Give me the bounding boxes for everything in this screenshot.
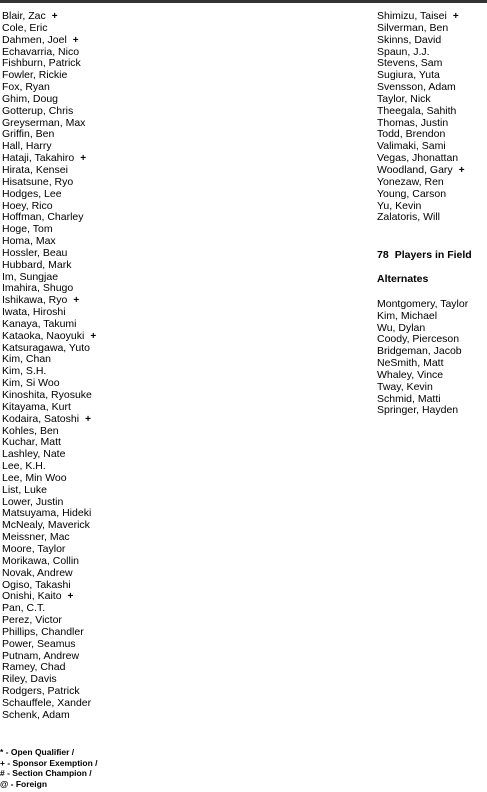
player-name: Stevens, Sam (377, 57, 443, 70)
player-name: Sugiura, Yuta (377, 69, 440, 82)
player-row (377, 212, 485, 224)
alternate-name: NeSmith, Matt (377, 357, 444, 370)
player-name: Young, Carson (377, 187, 447, 200)
player-name: Echavarria, Nico (2, 45, 80, 58)
player-name: Perez, Victor (2, 614, 62, 627)
player-name: Hoge, Tom (2, 223, 53, 236)
sponsor-exemption-mark: + (51, 11, 58, 22)
player-name: Ghim, Doug (2, 92, 59, 105)
sponsor-exemption-mark: + (67, 591, 74, 603)
player-name: Theegala, Sahith (377, 104, 457, 117)
player-name: Im, Sungjae (2, 270, 59, 283)
player-name: Fowler, Rickie (2, 69, 68, 82)
player-name: Yu, Kevin (377, 199, 422, 212)
legend-line: @ - Foreign (0, 779, 48, 790)
player-name: Meissner, Mac (2, 531, 70, 544)
alternate-name: Wu, Dylan (377, 321, 426, 334)
player-name: Shimizu, Taisei (377, 10, 447, 22)
player-name: Kim, Si Woo (2, 377, 60, 390)
player-name: Greyserman, Max (2, 116, 86, 129)
sponsor-exemption-mark: + (452, 11, 459, 22)
player-name: Fishburn, Patrick (2, 57, 81, 70)
player-name: Power, Seamus (2, 637, 76, 650)
player-name: Kim, Chan (2, 353, 52, 366)
sponsor-exemption-mark: + (85, 413, 91, 425)
top-rule (0, 0, 487, 3)
player-name: Pan, C.T. (2, 602, 46, 615)
alternate-name: Montgomery, Taylor (377, 297, 469, 310)
player-name: Matsuyama, Hideki (2, 507, 92, 520)
player-name: Hoffman, Charley (2, 211, 84, 224)
player-name: Hall, Harry (2, 140, 52, 153)
player-name: Valimaki, Sami (377, 140, 446, 153)
player-name: Lee, K.H. (2, 460, 46, 473)
player-name: Imahira, Shugo (2, 282, 74, 295)
player-name: Schauffele, Xander (2, 696, 92, 709)
player-name: Dahmen, Joel (2, 33, 67, 46)
player-name: Novak, Andrew (2, 566, 73, 579)
alternates-heading: Alternates (377, 273, 429, 286)
player-name: Ramey, Chad (2, 661, 66, 674)
player-name: Kinoshita, Ryosuke (2, 389, 92, 401)
sponsor-exemption-mark: + (458, 164, 465, 176)
player-name: Lashley, Nate (2, 448, 66, 461)
player-name: Onishi, Kaito (2, 590, 62, 603)
player-name: Ogiso, Takashi (2, 578, 71, 591)
player-name: Kitayama, Kurt (2, 400, 71, 413)
player-name: Hoey, Rico (2, 199, 53, 212)
player-name: Riley, Davis (2, 673, 57, 686)
player-name: Blair, Zac (2, 10, 46, 22)
player-name: Moore, Taylor (2, 542, 66, 555)
legend (0, 747, 98, 790)
player-name: Phillips, Chandler (2, 625, 84, 638)
alternate-name: Schmid, Matti (377, 392, 441, 405)
player-list-right-column (377, 11, 485, 224)
player-name: Gotterup, Chris (2, 104, 74, 117)
player-name: Fox, Ryan (2, 81, 50, 94)
player-list-left-column (2, 11, 202, 722)
alternates-list (377, 299, 485, 417)
legend-line: + - Sponsor Exemption / (0, 757, 98, 768)
player-name: Kataoka, Naoyuki (2, 329, 85, 342)
player-name: Hubbard, Mark (2, 258, 72, 271)
player-name: Taylor, Nick (377, 92, 431, 105)
player-name: Hataji, Takahiro (2, 152, 75, 165)
player-name: Silverman, Ben (377, 21, 449, 34)
player-name: Iwata, Hiroshi (2, 306, 66, 319)
player-name: Svensson, Adam (377, 81, 456, 94)
player-name: Skinns, David (377, 33, 442, 46)
player-name: Kanaya, Takumi (2, 317, 77, 330)
sponsor-exemption-mark: + (72, 34, 79, 46)
player-name: List, Luke (2, 483, 47, 496)
alternate-name: Bridgeman, Jacob (377, 345, 462, 358)
sponsor-exemption-mark: + (90, 330, 97, 342)
player-name: Kohles, Ben (2, 424, 59, 437)
player-name: Hossler, Beau (2, 246, 68, 259)
player-name: Schenk, Adam (2, 708, 70, 721)
sponsor-exemption-mark: + (73, 295, 80, 307)
player-name: Zalatoris, Will (377, 211, 441, 224)
player-name: Thomas, Justin (377, 116, 449, 129)
player-name: Spaun, J.J. (377, 45, 430, 58)
player-name: Ishikawa, Ryo (2, 294, 68, 307)
player-name: Todd, Brendon (377, 128, 446, 141)
legend-line: * - Open Qualifier / (0, 747, 75, 757)
player-name: Hisatsune, Ryo (2, 175, 74, 188)
alternate-name: Coody, Pierceson (377, 333, 460, 346)
player-name: Lower, Justin (2, 495, 64, 508)
player-name: Kodaira, Satoshi (2, 412, 80, 425)
legend-line: # - Section Champion / (0, 768, 92, 779)
player-name: Hirata, Kensei (2, 163, 68, 176)
player-name: Cole, Eric (2, 21, 48, 34)
player-name: Yonezaw, Ren (377, 175, 444, 188)
player-name: Hodges, Lee (2, 187, 62, 200)
player-name: Kuchar, Matt (2, 436, 61, 449)
player-name: Lee, Min Woo (2, 471, 67, 484)
players-in-field-summary (377, 250, 485, 262)
players-in-field-count: 78 (377, 249, 389, 262)
player-name: Griffin, Ben (2, 128, 55, 141)
player-name: Rodgers, Patrick (2, 685, 80, 698)
alternate-name: Springer, Hayden (377, 404, 459, 417)
player-name: Woodland, Gary (377, 163, 453, 176)
sponsor-exemption-mark: + (80, 153, 87, 165)
alternate-name: Whaley, Vince (377, 368, 444, 381)
player-name: Homa, Max (2, 235, 56, 248)
player-row (2, 710, 202, 722)
player-name: Putnam, Andrew (2, 649, 80, 662)
player-name: Kim, S.H. (2, 365, 47, 378)
player-name: McNealy, Maverick (2, 519, 90, 532)
right-column (377, 11, 485, 417)
player-name: Morikawa, Collin (2, 554, 80, 567)
alternate-name: Kim, Michael (377, 309, 438, 322)
player-name: Vegas, Jhonattan (377, 152, 459, 165)
player-name: Katsuragawa, Yuto (2, 341, 90, 354)
alternate-name: Tway, Kevin (377, 380, 433, 393)
players-in-field-label: Players in Field (394, 249, 472, 262)
